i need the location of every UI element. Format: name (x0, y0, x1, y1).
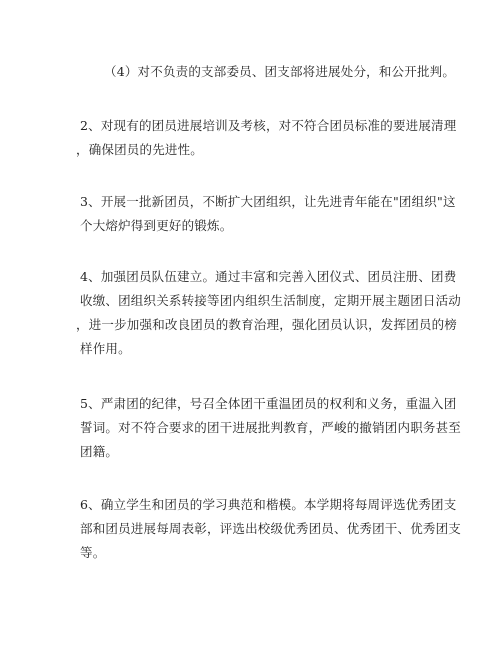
paragraph-item-4 (0, 265, 500, 361)
text-line: 2、对现有的团员进展培训及考核，对不符合团员标准的要进展清理 (80, 118, 457, 133)
paragraph-item-2 (0, 114, 500, 162)
text-line: ，确保团员的先进性。 (76, 142, 204, 157)
text-line: 6、确立学生和团员的学习典范和楷模。本学期将每周评选优秀团支 (80, 497, 457, 512)
paragraph-4-sub (0, 60, 500, 84)
text-line: 等。 (80, 545, 106, 560)
text-line: 个大熔炉得到更好的锻炼。 (80, 218, 233, 233)
text-line: 5、严肃团的纪律，号召全体团干重温团员的权利和义务，重温入团 (80, 396, 457, 411)
text-line: （4）对不负责的支部委员、团支部将进展处分，和公开批判。 (104, 64, 456, 79)
text-line: 4、加强团员队伍建立。通过丰富和完善入团仪式、团员注册、团费 (80, 269, 457, 284)
text-line: 收缴、团组织关系转接等团内组织生活制度，定期开展主题团日活动 (80, 293, 462, 308)
text-line: 部和团员进展每周表彰，评选出校级优秀团员、优秀团干、优秀团支 (80, 521, 462, 536)
text-line: 团籍。 (80, 444, 119, 459)
text-line: 样作用。 (80, 341, 131, 356)
text-line: 3、开展一批新团员，不断扩大团组织，让先进青年能在"团组织"这 (80, 194, 456, 209)
paragraph-item-6 (0, 493, 500, 565)
text-line: 誓词。对不符合要求的团干进展批判教育，严峻的撤销团内职务甚至 (80, 420, 462, 435)
paragraph-item-5 (0, 392, 500, 464)
text-line: ，进一步加强和改良团员的教育治理，强化团员认识，发挥团员的榜 (76, 317, 458, 332)
paragraph-item-3 (0, 190, 500, 238)
